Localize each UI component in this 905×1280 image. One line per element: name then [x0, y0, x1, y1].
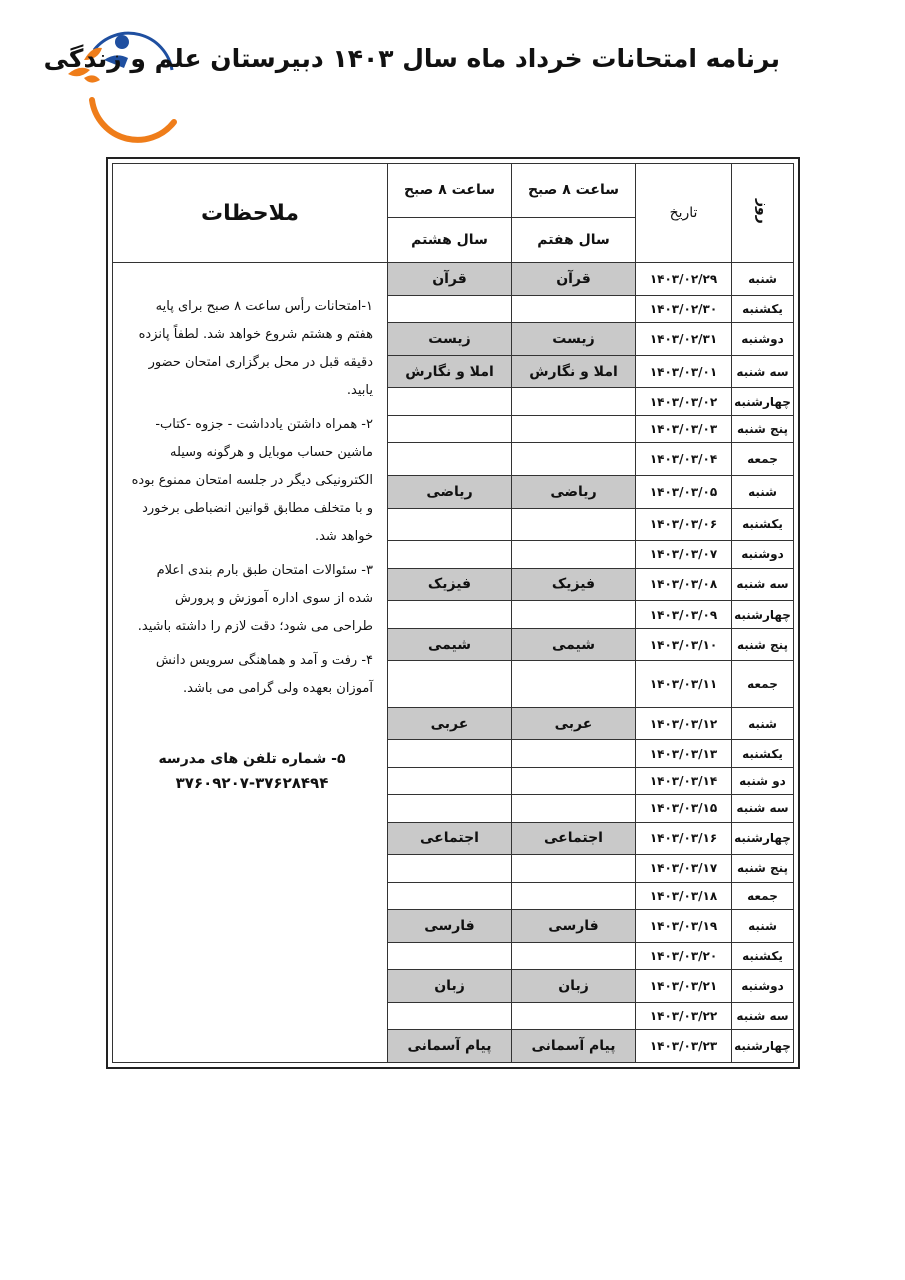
- header-time-grade8: ساعت ۸ صبح: [388, 164, 512, 218]
- grade7-subject-cell: قرآن: [512, 263, 636, 296]
- date-cell: ۱۴۰۳/۰۳/۰۲: [636, 388, 732, 415]
- day-cell: سه شنبه: [732, 1002, 794, 1029]
- day-cell: دوشنبه: [732, 323, 794, 356]
- grade8-subject-cell: [388, 942, 512, 969]
- date-cell: ۱۴۰۳/۰۳/۱۹: [636, 910, 732, 943]
- grade7-subject-cell: اجتماعی: [512, 822, 636, 855]
- header-date: تاریخ: [636, 164, 732, 263]
- grade7-subject-cell: املا و نگارش: [512, 355, 636, 388]
- schedule-frame: [106, 157, 800, 1069]
- day-cell: سه شنبه: [732, 795, 794, 822]
- grade7-subject-cell: [512, 661, 636, 707]
- grade7-subject-cell: [512, 767, 636, 794]
- grade7-subject-cell: [512, 415, 636, 442]
- day-cell: جمعه: [732, 661, 794, 707]
- date-cell: ۱۴۰۳/۰۳/۱۲: [636, 707, 732, 740]
- grade8-subject-cell: فیزیک: [388, 568, 512, 601]
- grade7-subject-cell: [512, 740, 636, 767]
- grade7-subject-cell: ریاضی: [512, 475, 636, 508]
- day-cell: یکشنبه: [732, 295, 794, 322]
- date-cell: ۱۴۰۳/۰۲/۳۱: [636, 323, 732, 356]
- grade8-subject-cell: [388, 601, 512, 628]
- day-cell: چهارشنبه: [732, 1030, 794, 1063]
- grade8-subject-cell: زبان: [388, 970, 512, 1003]
- grade7-subject-cell: پیام آسمانی: [512, 1030, 636, 1063]
- grade8-subject-cell: [388, 767, 512, 794]
- date-cell: ۱۴۰۳/۰۳/۰۳: [636, 415, 732, 442]
- date-cell: ۱۴۰۳/۰۳/۰۴: [636, 443, 732, 476]
- day-cell: یکشنبه: [732, 508, 794, 541]
- grade7-subject-cell: شیمی: [512, 628, 636, 661]
- grade8-subject-cell: عربی: [388, 707, 512, 740]
- grade7-subject-cell: [512, 388, 636, 415]
- grade7-subject-cell: [512, 601, 636, 628]
- day-cell: یکشنبه: [732, 740, 794, 767]
- grade8-subject-cell: [388, 661, 512, 707]
- grade8-subject-cell: ریاضی: [388, 475, 512, 508]
- note-item: ۳- سئوالات امتحان طبق بارم بندی اعلام شده از سوی اداره آموزش و پرورش طراحی می شود؛ دقت لازم را داشته باشید.: [137, 563, 373, 635]
- grade7-subject-cell: [512, 795, 636, 822]
- grade8-subject-cell: [388, 740, 512, 767]
- day-cell: دو شنبه: [732, 767, 794, 794]
- grade7-subject-cell: [512, 855, 636, 882]
- page-title: برنامه امتحانات خرداد ماه سال ۱۴۰۳ دبیرستان علم و زندگی: [43, 44, 780, 73]
- header-grade8: سال هشتم: [388, 217, 512, 262]
- grade8-subject-cell: [388, 795, 512, 822]
- grade7-subject-cell: [512, 443, 636, 476]
- date-cell: ۱۴۰۳/۰۲/۳۰: [636, 295, 732, 322]
- grade8-subject-cell: پیام آسمانی: [388, 1030, 512, 1063]
- date-cell: ۱۴۰۳/۰۳/۲۲: [636, 1002, 732, 1029]
- day-cell: یکشنبه: [732, 942, 794, 969]
- notes-list: [131, 263, 373, 795]
- grade8-subject-cell: زیست: [388, 323, 512, 356]
- note-item: ۲- همراه داشتن یادداشت - جزوه -کتاب- ماشین حساب موبایل و هرگونه وسیله الکترونیکی دیگر در جلسه امتحان ممنوع بوده و با متخلف مطابق قوانین انضباطی برخورد خواهد شد.: [131, 417, 373, 545]
- date-cell: ۱۴۰۳/۰۳/۱۸: [636, 882, 732, 909]
- date-cell: ۱۴۰۳/۰۲/۲۹: [636, 263, 732, 296]
- grade8-subject-cell: [388, 855, 512, 882]
- day-cell: پنج شنبه: [732, 855, 794, 882]
- grade8-subject-cell: [388, 541, 512, 568]
- date-cell: ۱۴۰۳/۰۳/۱۱: [636, 661, 732, 707]
- grade7-subject-cell: [512, 942, 636, 969]
- grade7-subject-cell: فیزیک: [512, 568, 636, 601]
- grade8-subject-cell: [388, 882, 512, 909]
- date-cell: ۱۴۰۳/۰۳/۰۹: [636, 601, 732, 628]
- date-cell: ۱۴۰۳/۰۳/۲۰: [636, 942, 732, 969]
- date-cell: ۱۴۰۳/۰۳/۲۱: [636, 970, 732, 1003]
- note-item: ۱-امتحانات رأس ساعت ۸ صبح برای پایه هفتم و هشتم شروع خواهد شد. لطفاً پانزده دقیقه قبل در محل برگزاری امتحان حضور یابید.: [138, 299, 373, 399]
- date-cell: ۱۴۰۳/۰۳/۱۵: [636, 795, 732, 822]
- grade8-subject-cell: [388, 295, 512, 322]
- day-cell: جمعه: [732, 443, 794, 476]
- date-cell: ۱۴۰۳/۰۳/۱۰: [636, 628, 732, 661]
- day-cell: شنبه: [732, 475, 794, 508]
- day-cell: شنبه: [732, 263, 794, 296]
- header-grade7: سال هفتم: [512, 217, 636, 262]
- date-cell: ۱۴۰۳/۰۳/۱۴: [636, 767, 732, 794]
- grade7-subject-cell: زیست: [512, 323, 636, 356]
- day-cell: چهارشنبه: [732, 388, 794, 415]
- day-cell: شنبه: [732, 910, 794, 943]
- header-notes: ملاحظات: [113, 164, 388, 263]
- day-cell: دوشنبه: [732, 541, 794, 568]
- grade8-subject-cell: [388, 508, 512, 541]
- day-cell: چهارشنبه: [732, 822, 794, 855]
- grade7-subject-cell: [512, 882, 636, 909]
- phone-label: ۵- شماره تلفن های مدرسه: [158, 751, 346, 768]
- grade8-subject-cell: [388, 443, 512, 476]
- date-cell: ۱۴۰۳/۰۳/۰۱: [636, 355, 732, 388]
- header-day: روز: [732, 164, 794, 263]
- grade8-subject-cell: قرآن: [388, 263, 512, 296]
- date-cell: ۱۴۰۳/۰۳/۰۵: [636, 475, 732, 508]
- date-cell: ۱۴۰۳/۰۳/۲۳: [636, 1030, 732, 1063]
- date-cell: ۱۴۰۳/۰۳/۱۷: [636, 855, 732, 882]
- grade7-subject-cell: [512, 541, 636, 568]
- grade7-subject-cell: [512, 295, 636, 322]
- grade8-subject-cell: اجتماعی: [388, 822, 512, 855]
- grade7-subject-cell: عربی: [512, 707, 636, 740]
- grade8-subject-cell: املا و نگارش: [388, 355, 512, 388]
- grade8-subject-cell: [388, 388, 512, 415]
- day-cell: سه شنبه: [732, 355, 794, 388]
- grade8-subject-cell: فارسی: [388, 910, 512, 943]
- note-item: ۴- رفت و آمد و هماهنگی سرویس دانش آموزان بعهده ولی گرامی می باشد.: [155, 653, 373, 697]
- day-cell: سه شنبه: [732, 568, 794, 601]
- phone-numbers: ۳۷۶۰۹۲۰۷-۳۷۶۲۸۴۹۴: [175, 774, 329, 793]
- grade8-subject-cell: شیمی: [388, 628, 512, 661]
- day-cell: شنبه: [732, 707, 794, 740]
- day-cell: پنج شنبه: [732, 415, 794, 442]
- exam-schedule-table: [112, 163, 794, 1063]
- grade8-subject-cell: [388, 1002, 512, 1029]
- grade8-subject-cell: [388, 415, 512, 442]
- notes-cell: [113, 263, 388, 1063]
- grade7-subject-cell: [512, 1002, 636, 1029]
- day-cell: پنج شنبه: [732, 628, 794, 661]
- school-phone: [131, 747, 373, 795]
- grade7-subject-cell: زبان: [512, 970, 636, 1003]
- grade7-subject-cell: [512, 508, 636, 541]
- date-cell: ۱۴۰۳/۰۳/۰۸: [636, 568, 732, 601]
- date-cell: ۱۴۰۳/۰۳/۱۳: [636, 740, 732, 767]
- day-cell: چهارشنبه: [732, 601, 794, 628]
- date-cell: ۱۴۰۳/۰۳/۰۶: [636, 508, 732, 541]
- date-cell: ۱۴۰۳/۰۳/۰۷: [636, 541, 732, 568]
- table-row: [113, 263, 794, 296]
- date-cell: ۱۴۰۳/۰۳/۱۶: [636, 822, 732, 855]
- grade7-subject-cell: فارسی: [512, 910, 636, 943]
- header-time-grade7: ساعت ۸ صبح: [512, 164, 636, 218]
- day-cell: جمعه: [732, 882, 794, 909]
- day-cell: دوشنبه: [732, 970, 794, 1003]
